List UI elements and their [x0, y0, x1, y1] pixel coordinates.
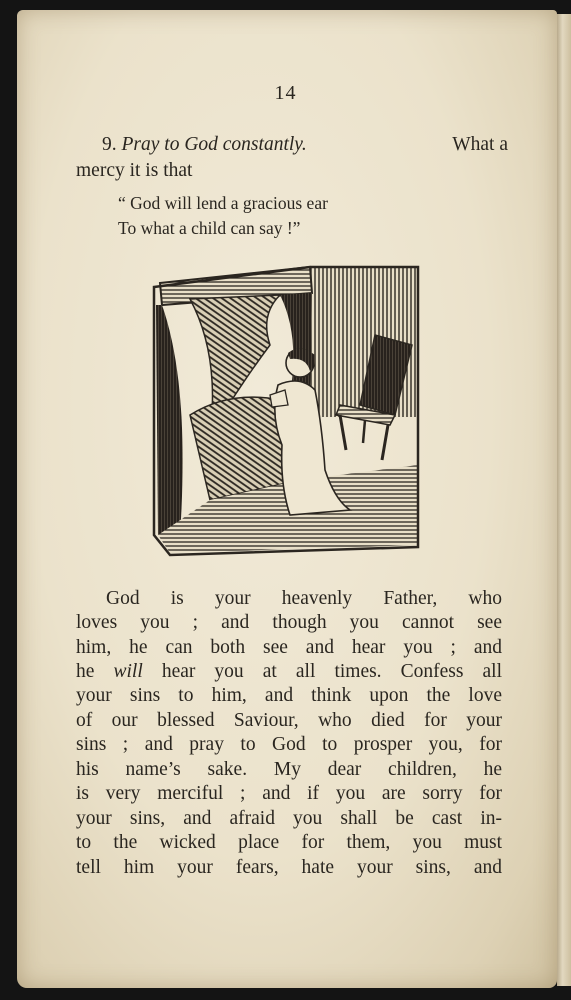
body-line-9: is very merciful ; and if you are sorry for: [76, 783, 502, 804]
body-line-1: God is your heavenly Father, who: [106, 588, 502, 609]
verse-line-2: To what a child can say !”: [118, 218, 301, 238]
verse-line-1: “ God will lend a gracious ear: [118, 193, 328, 213]
page-number: 14: [274, 82, 297, 104]
body-line-5: your sins to him, and think upon the love: [76, 685, 502, 706]
body-line-3: him, he can both see and hear you ; and: [76, 637, 502, 658]
body-line-4-start: he: [76, 661, 114, 682]
body-line-2: loves you ; and though you cannot see: [76, 612, 502, 633]
body-line-12: tell him your fears, hate your sins, and: [76, 857, 502, 878]
heading-number: 9.: [102, 134, 117, 155]
praying-hands: [270, 390, 288, 407]
body-line-4: [76, 662, 502, 682]
body-line-8: his name’s sake. My dear children, he: [76, 759, 502, 780]
heading-continuation: What a: [452, 134, 508, 155]
section-heading: [102, 135, 508, 155]
body-line-4-end: hear you at all times. Confess all: [142, 661, 503, 682]
body-line-4-italic: will: [113, 661, 143, 682]
heading-italic-text: Pray to God constantly.: [121, 134, 307, 155]
body-line-7: sins ; and pray to God to prosper you, for: [76, 734, 502, 755]
woodcut-illustration: [150, 265, 422, 557]
intro-line: mercy it is that: [76, 160, 193, 181]
body-line-6: of our blessed Saviour, who died for your: [76, 710, 502, 731]
body-line-10: your sins, and afraid you shall be cast in-: [76, 808, 502, 829]
page-gutter: [557, 14, 571, 986]
body-line-11: to the wicked place for them, you must: [76, 832, 502, 853]
bed-curtain-left: [156, 305, 183, 535]
